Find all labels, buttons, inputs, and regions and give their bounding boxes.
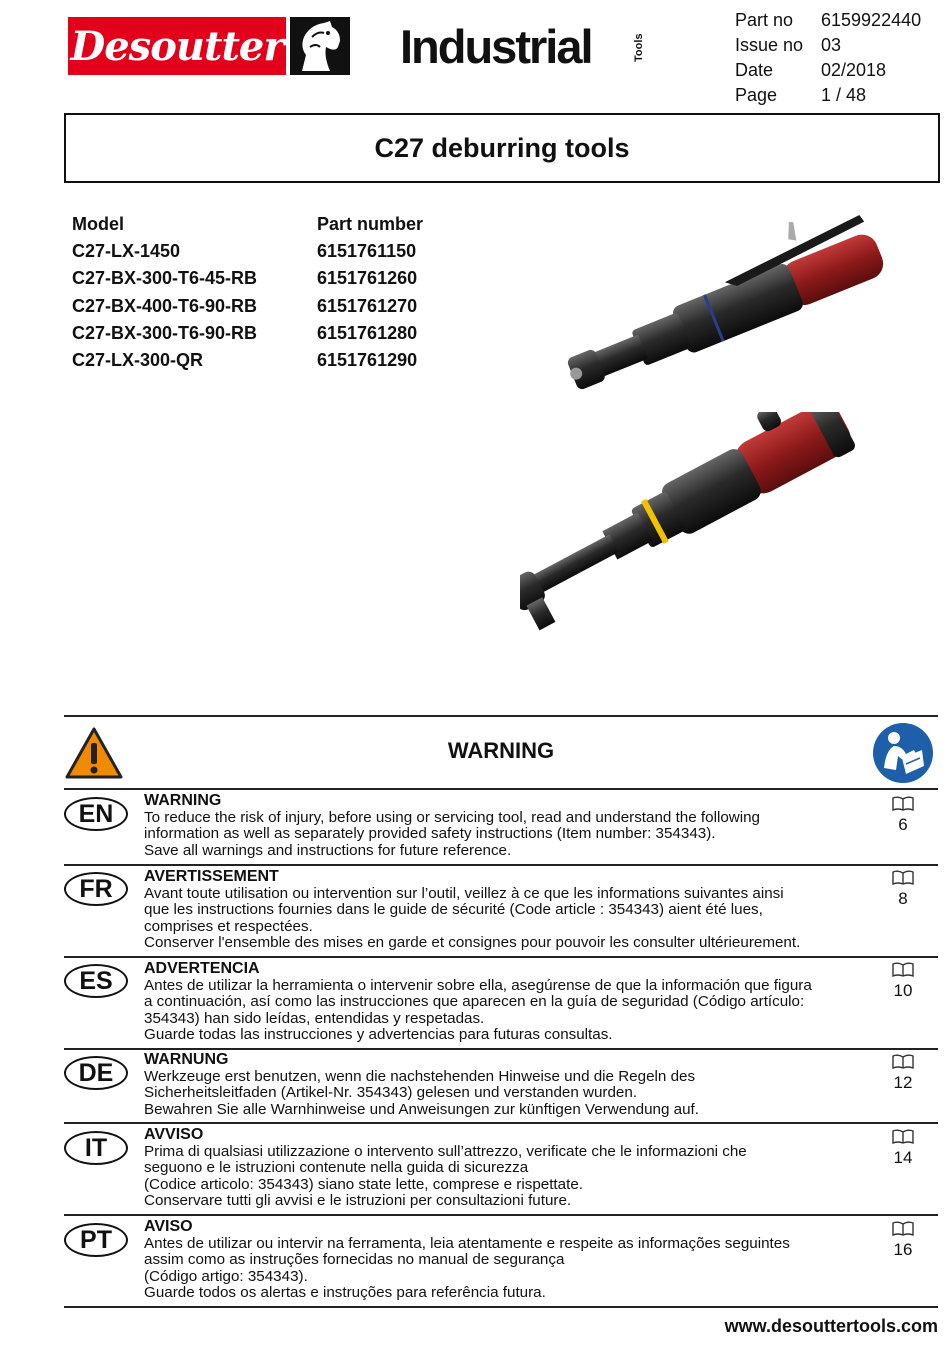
divider — [64, 1214, 938, 1216]
table-row: C27-BX-300-T6-90-RB 6151761280 — [72, 322, 418, 343]
lang-page-it: 14 — [885, 1129, 921, 1168]
model-table-header: Model Part number — [72, 214, 424, 234]
lang-heading: WARNUNG — [144, 1051, 229, 1068]
meta-page: Page 1 / 48 — [735, 85, 867, 105]
divider — [64, 1048, 938, 1050]
table-row: C27-LX-1450 6151761150 — [72, 241, 417, 262]
title-box — [64, 113, 940, 183]
lang-heading: ADVERTENCIA — [144, 960, 260, 977]
divider — [64, 864, 938, 866]
brand-tools: Tools — [633, 33, 645, 63]
lang-badge-de: DE — [64, 1056, 128, 1090]
lang-badge-it: IT — [64, 1131, 128, 1165]
book-icon — [892, 1129, 914, 1144]
lang-block-de: WARNUNG Werkzeuge erst benutzen, wenn die nachstehenden Hinweise und die Regeln des Sicherheitsleitfaden (Artikel-Nr. 354343) gelesen und verstanden wurden. Bewahren Sie alle Warnhinweise und Anweisungen zur künftigen Verwendung auf. — [144, 1052, 869, 1118]
lang-badge-en: EN — [64, 797, 128, 831]
lang-page-pt: 16 — [885, 1221, 921, 1260]
divider — [64, 715, 938, 717]
book-icon — [892, 870, 914, 885]
lang-heading: WARNING — [144, 792, 222, 809]
divider — [64, 788, 938, 790]
book-icon — [892, 1221, 914, 1236]
page-title: C27 deburring tools — [374, 132, 630, 163]
lang-badge-pt: PT — [64, 1223, 128, 1257]
lang-block-en: WARNING To reduce the risk of injury, before using or servicing tool, read and understand the following information as well as separately provided safety instructions (Item number: 354343). Save all warnings and instructions for future reference. — [144, 793, 869, 859]
brand-industrial: Industrial — [400, 20, 592, 73]
table-row: C27-LX-300-QR 6151761290 — [72, 350, 418, 371]
lang-page-de: 12 — [885, 1054, 921, 1093]
footer-url[interactable]: www.desouttertools.com — [724, 1316, 938, 1336]
lang-page-fr: 8 — [885, 870, 921, 909]
divider — [64, 1122, 938, 1124]
divider — [64, 956, 938, 958]
lang-block-it: AVVISO Prima di qualsiasi utilizzazione o intervento sull’attrezzo, verificate che le informazioni che seguono e le istruzioni contenute nella guida di sicurezza (Codice articolo: 354343) siano state lette, comprese e rispettate. Conservare tutti gli avvisi e le istruzioni per consultazioni future. — [144, 1127, 869, 1210]
divider — [64, 1306, 938, 1308]
warning-title: WARNING — [447, 738, 555, 763]
horse-head-icon — [290, 17, 350, 75]
lang-heading: AVVISO — [144, 1126, 204, 1143]
document-meta — [735, 8, 921, 108]
logo-text: Desoutter — [70, 22, 284, 70]
lang-block-pt: AVISO Antes de utilizar ou intervir na ferramenta, leia atentamente e respeite as informações seguintes assim como as instruções fornecidas no manual de segurança (Código artigo: 354343). Guarde todos os alertas e instruções para referência futura. — [144, 1219, 869, 1302]
lang-heading: AVISO — [144, 1218, 193, 1235]
lang-badge-es: ES — [64, 964, 128, 998]
meta-date: Date 02/2018 — [735, 60, 887, 80]
table-row: C27-BX-300-T6-45-RB 6151761260 — [72, 268, 418, 289]
angle-tool-illustration — [520, 412, 892, 690]
model-table — [72, 211, 423, 374]
straight-tool-illustration — [556, 212, 896, 417]
lang-block-es: ADVERTENCIA Antes de utilizar la herramienta o intervenir sobre ella, asegúrense de que la información que figura a continuación, así como las instrucciones que aparecen en la guía de seguridad (Código artículo: 354343) han sido leídas, entendidas y respetadas. Guarde todas las instrucciones y advertencias para futuras consultas. — [144, 961, 869, 1044]
lang-badge-fr: FR — [64, 872, 128, 906]
book-icon — [892, 1054, 914, 1069]
lang-page-es: 10 — [885, 962, 921, 1001]
lang-page-en: 6 — [885, 796, 921, 835]
lang-block-fr: AVERTISSEMENT Avant toute utilisation ou intervention sur l’outil, veillez à ce que les informations suivantes ainsi que les instructions fournies dans le guide de sécurité (Code article : 354343) aient été lues, comprises et respectées. Conserver l'ensemble des mises en garde et consignes pour pouvoir les consulter ultérieurement. — [144, 869, 869, 952]
desoutter-logo — [68, 17, 286, 75]
read-manual-icon — [872, 722, 934, 784]
lang-heading: AVERTISSEMENT — [144, 868, 279, 885]
table-row: C27-BX-400-T6-90-RB 6151761270 — [72, 295, 418, 316]
book-icon — [892, 796, 914, 811]
book-icon — [892, 962, 914, 977]
meta-issue-no: Issue no 03 — [735, 35, 842, 55]
meta-part-no: Part no 6159922440 — [735, 10, 922, 30]
